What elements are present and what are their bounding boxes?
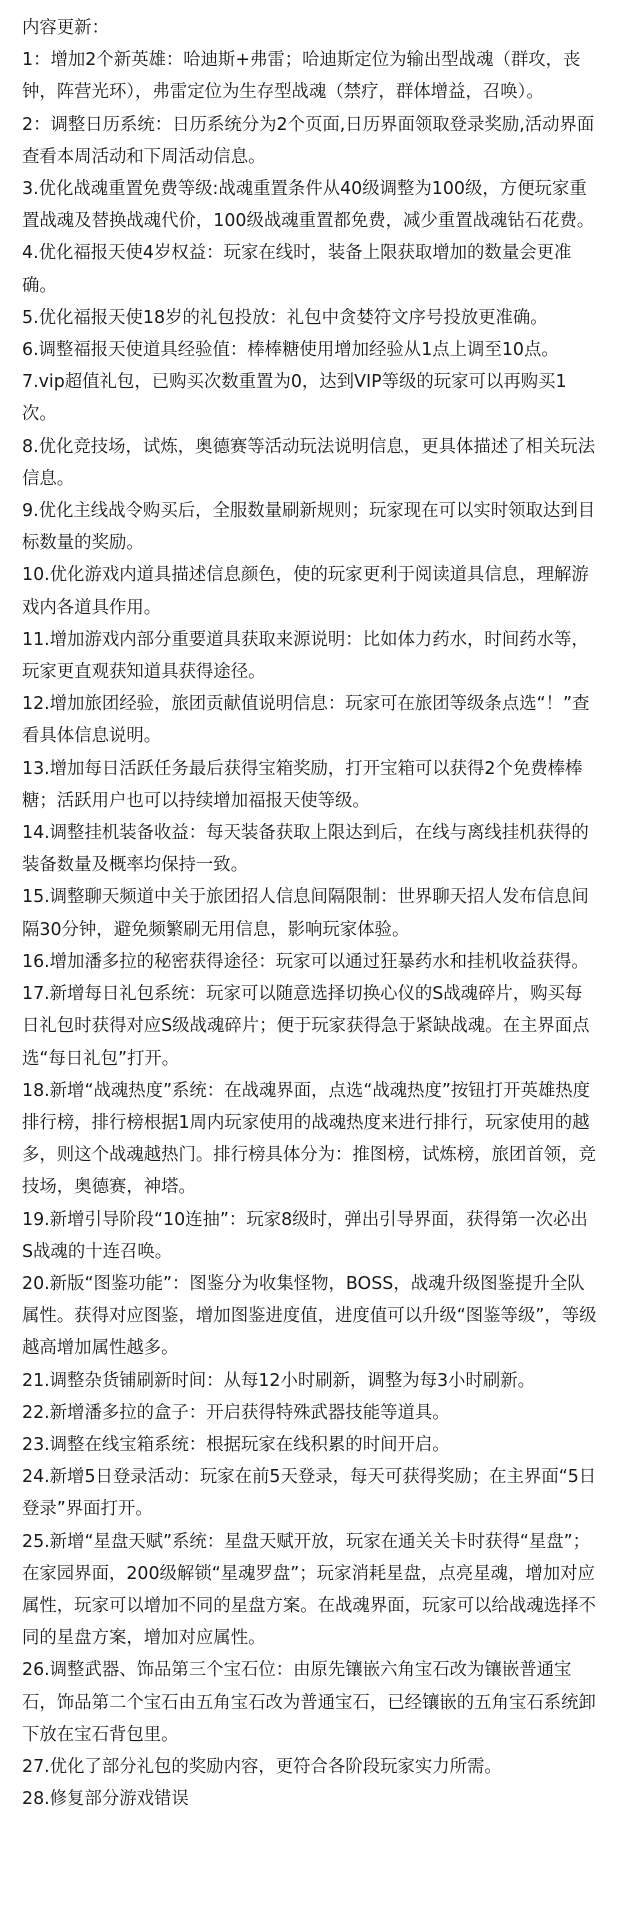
note-item: 2：调整日历系统：日历系统分为2个页面,日历界面领取登录奖励,活动界面查看本周活动和下周活动信息。 bbox=[22, 114, 595, 167]
notes-list bbox=[22, 44, 598, 1815]
note-item: 4.优化福报天使4岁权益：玩家在线时，装备上限获取增加的数量会更准确。 bbox=[22, 243, 572, 296]
note-item: 19.新增引导阶段“10连抽”：玩家8级时，弹出引导界面，获得第一次必出S战魂的十连召唤。 bbox=[22, 1209, 588, 1262]
note-item: 13.增加每日活跃任务最后获得宝箱奖励，打开宝箱可以获得2个免费棒棒糖；活跃用户也可以持续增加福报天使等级。 bbox=[22, 758, 583, 811]
note-item: 25.新增“星盘天赋”系统：星盘天赋开放，玩家在通关关卡时获得“星盘”；在家园界面，200级解锁“星魂罗盘”；玩家消耗星盘，点亮星魂，增加对应属性，玩家可以增加不同的星盘方案。在战魂界面，玩家可以给战魂选择不同的星盘方案，增加对应属性。 bbox=[22, 1531, 596, 1649]
note-item: 24.新增5日登录活动：玩家在前5天登录，每天可获得奖励；在主界面“5日登录”界面打开。 bbox=[22, 1467, 597, 1520]
note-item: 22.新增潘多拉的盒子：开启获得特殊武器技能等道具。 bbox=[22, 1402, 450, 1423]
note-item: 16.增加潘多拉的秘密获得途径：玩家可以通过狂暴药水和挂机收益获得。 bbox=[22, 951, 589, 972]
note-item: 15.调整聊天频道中关于旅团招人信息间隔限制：世界聊天招人发布信息间隔30分钟，避免频繁刷无用信息，影响玩家体验。 bbox=[22, 887, 589, 940]
note-item: 23.调整在线宝箱系统：根据玩家在线积累的时间开启。 bbox=[22, 1434, 450, 1455]
note-item: 27.优化了部分礼包的奖励内容，更符合各阶段玩家实力所需。 bbox=[22, 1756, 502, 1777]
note-item: 11.增加游戏内部分重要道具获取来源说明：比如体力药水，时间药水等，玩家更直观获知道具获得途径。 bbox=[22, 629, 589, 683]
note-item: 17.新增每日礼包系统：玩家可以随意选择切换心仪的S战魂碎片，购买每日礼包时获得对应S级战魂碎片；便于玩家获得急于紧缺战魂。在主界面点选“每日礼包”打开。 bbox=[22, 984, 590, 1069]
note-item: 7.vip超值礼包，已购买次数重置为0，达到VIP等级的玩家可以再购买1次。 bbox=[22, 372, 567, 425]
note-item: 3.优化战魂重置免费等级:战魂重置条件从40级调整为100级，方便玩家重置战魂及替换战魂代价，100级战魂重置都免费，减少重置战魂钻石花费。 bbox=[22, 179, 595, 232]
note-item: 9.优化主线战令购买后，全服数量刷新规则；玩家现在可以实时领取达到目标数量的奖励。 bbox=[22, 501, 596, 554]
note-item: 8.优化竞技场，试炼，奥德赛等活动玩法说明信息，更具体描述了相关玩法信息。 bbox=[22, 436, 596, 489]
note-item: 6.调整福报天使道具经验值：棒棒糖使用增加经验从1点上调至10点。 bbox=[22, 340, 559, 361]
note-item: 18.新增“战魂热度”系统：在战魂界面，点选“战魂热度”按钮打开英雄热度排行榜，排行榜根据1周内玩家使用的战魂热度来进行排行，玩家使用的越多，则这个战魂越热门。排行榜具体分为：推图榜，试炼榜，旅团首领，竞技场，奥德赛，神塔。 bbox=[22, 1080, 596, 1198]
note-item: 5.优化福报天使18岁的礼包投放：礼包中贪婪符文序号投放更准确。 bbox=[22, 307, 548, 328]
notes-heading: 内容更新： bbox=[22, 18, 109, 38]
note-item: 14.调整挂机装备收益：每天装备获取上限达到后，在线与离线挂机获得的装备数量及概率均保持一致。 bbox=[22, 823, 589, 876]
note-item: 26.调整武器、饰品第三个宝石位：由原先镶嵌六角宝石改为镶嵌普通宝石，饰品第二个宝石由五角宝石改为普通宝石，已经镶嵌的五角宝石系统卸下放在宝石背包里。 bbox=[22, 1660, 596, 1745]
note-item: 1：增加2个新英雄：哈迪斯+弗雷；哈迪斯定位为输出型战魂（群攻，丧钟，阵营光环），弗雷定位为生存型战魂（禁疗，群体增益，召唤）。 bbox=[22, 50, 581, 103]
note-item: 12.增加旅团经验，旅团贡献值说明信息：玩家可在旅团等级条点选“！”查看具体信息说明。 bbox=[22, 694, 590, 747]
note-item: 28.修复部分游戏错误 bbox=[22, 1789, 189, 1810]
note-item: 10.优化游戏内道具描述信息颜色，使的玩家更利于阅读道具信息，理解游戏内各道具作用。 bbox=[22, 565, 589, 618]
note-item: 20.新版“图鉴功能”：图鉴分为收集怪物，BOSS，战魂升级图鉴提升全队属性。获得对应图鉴，增加图鉴进度值，进度值可以升级“图鉴等级”，等级越高增加属性越多。 bbox=[22, 1273, 597, 1359]
note-item: 21.调整杂货铺刷新时间：从每12小时刷新，调整为每3小时刷新。 bbox=[22, 1370, 536, 1391]
